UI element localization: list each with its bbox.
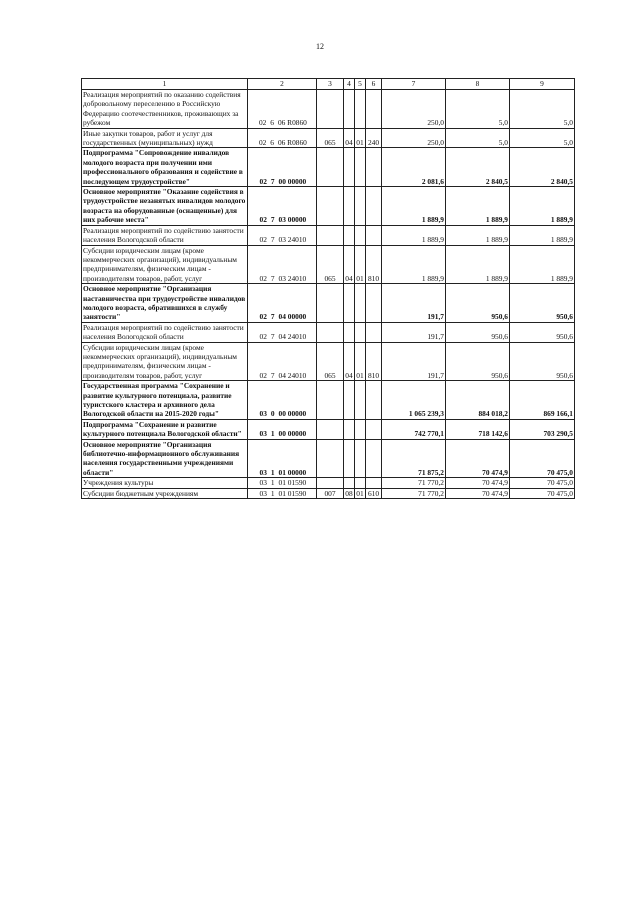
row-name: Основное мероприятие "Организация библиотечно-информационного обслуживания населения государственными учреждениями области"	[82, 439, 248, 478]
section-code	[344, 478, 355, 488]
amount-col-8: 1 889,9	[446, 225, 510, 245]
amount-col-7: 1 889,9	[382, 187, 446, 226]
amount-col-9: 950,6	[510, 322, 575, 342]
section-code: 04	[344, 245, 355, 284]
amount-col-9: 950,6	[510, 284, 575, 323]
row-name: Субсидии юридическим лицам (кроме некоммерческих организаций), индивидуальным предпринимателям, физическим лицам - производителям товаров, работ, услуг	[82, 245, 248, 284]
section-code	[344, 439, 355, 478]
ministry-code: 007	[317, 488, 344, 498]
amount-col-8: 950,6	[446, 322, 510, 342]
code-part: 7	[270, 312, 275, 322]
header-cell: 1	[82, 79, 248, 90]
row-name: Субсидии бюджетным учреждениям	[82, 488, 248, 498]
amount-col-8: 1 889,9	[446, 187, 510, 226]
subsection-code: 01	[355, 342, 366, 381]
target-code	[248, 478, 317, 488]
code-part: 03	[259, 488, 267, 498]
expense-type-code	[366, 419, 382, 439]
amount-col-7: 250,0	[382, 90, 446, 129]
subsection-code	[355, 225, 366, 245]
amount-col-8: 950,6	[446, 342, 510, 381]
amount-col-7: 1 065 239,3	[382, 381, 446, 420]
section-code	[344, 90, 355, 129]
subsection-code	[355, 322, 366, 342]
code-part: 24010	[287, 332, 307, 342]
table-row	[82, 128, 575, 148]
amount-col-8: 70 474,9	[446, 439, 510, 478]
amount-col-9: 703 290,5	[510, 419, 575, 439]
ministry-code: 065	[317, 245, 344, 284]
amount-col-7: 250,0	[382, 128, 446, 148]
expense-type-code	[366, 439, 382, 478]
code-part: 7	[270, 176, 275, 186]
amount-col-7: 71 875,2	[382, 439, 446, 478]
section-code: 04	[344, 342, 355, 381]
code-part: 6	[270, 138, 274, 148]
target-code	[248, 488, 317, 498]
code-part: 1	[270, 488, 275, 498]
table-row	[82, 478, 575, 488]
code-part: 03	[278, 215, 286, 225]
amount-col-7: 2 081,6	[382, 148, 446, 187]
code-part: 02	[259, 273, 267, 283]
expense-type-code: 810	[366, 342, 382, 381]
row-name: Учреждения культуры	[82, 478, 248, 488]
amount-col-7: 1 889,9	[382, 225, 446, 245]
code-part: 02	[259, 332, 267, 342]
subsection-code	[355, 419, 366, 439]
code-part: 0	[270, 409, 275, 419]
code-part: R0860	[287, 118, 307, 128]
expense-type-code	[366, 478, 382, 488]
code-part: R0860	[287, 138, 307, 148]
table-row	[82, 488, 575, 498]
target-code	[248, 342, 317, 381]
header-cell: 3	[317, 79, 344, 90]
table-row	[82, 225, 575, 245]
ministry-code	[317, 90, 344, 129]
table-row	[82, 187, 575, 226]
amount-col-9: 869 166,1	[510, 381, 575, 420]
amount-col-9: 5,0	[510, 90, 575, 129]
row-name: Иные закупки товаров, работ и услуг для государственных (муниципальных) нужд	[82, 128, 248, 148]
code-part: 03	[278, 235, 286, 245]
code-part: 06	[277, 138, 286, 148]
header-cell: 9	[510, 79, 575, 90]
code-part: 1	[270, 429, 275, 439]
code-part: 1	[270, 467, 275, 477]
target-code	[248, 225, 317, 245]
row-name: Подпрограмма "Сохранение и развитие культурного потенциала Вологодской области"	[82, 419, 248, 439]
code-part: 03	[259, 478, 267, 488]
expense-type-code	[366, 90, 382, 129]
expense-type-code: 810	[366, 245, 382, 284]
subsection-code	[355, 90, 366, 129]
code-part: 00000	[287, 176, 307, 186]
header-cell: 6	[366, 79, 382, 90]
expense-type-code	[366, 322, 382, 342]
code-part: 00000	[287, 467, 307, 477]
page-number: 12	[316, 42, 324, 51]
code-part: 24010	[287, 370, 307, 380]
ministry-code	[317, 439, 344, 478]
row-name: Подпрограмма "Сопровождение инвалидов молодого возраста при получении ими профессионального образования и содействие в последующем трудоустройстве"	[82, 148, 248, 187]
code-part: 04	[278, 332, 286, 342]
row-name: Реализация мероприятий по содействию занятости населения Вологодской области	[82, 225, 248, 245]
ministry-code	[317, 148, 344, 187]
ministry-code	[317, 419, 344, 439]
table-row	[82, 90, 575, 129]
amount-col-8: 2 840,5	[446, 148, 510, 187]
amount-col-9: 2 840,5	[510, 148, 575, 187]
row-name: Основное мероприятие "Оказание содействия в трудоустройстве незанятых инвалидов молодого возраста на оборудованные (оснащенные) для них рабочие места"	[82, 187, 248, 226]
amount-col-9: 1 889,9	[510, 245, 575, 284]
amount-col-8: 950,6	[446, 284, 510, 323]
header-cell: 2	[248, 79, 317, 90]
section-code	[344, 419, 355, 439]
code-part: 00000	[287, 215, 307, 225]
ministry-code	[317, 478, 344, 488]
row-name: Реализация мероприятий по содействию занятости населения Вологодской области	[82, 322, 248, 342]
target-code	[248, 245, 317, 284]
target-code	[248, 381, 317, 420]
subsection-code: 01	[355, 245, 366, 284]
section-code	[344, 381, 355, 420]
subsection-code	[355, 148, 366, 187]
code-part: 03	[259, 429, 267, 439]
code-part: 1	[270, 478, 275, 488]
budget-table	[81, 78, 575, 499]
header-cell: 5	[355, 79, 366, 90]
amount-col-7: 1 889,9	[382, 245, 446, 284]
code-part: 00	[278, 176, 286, 186]
code-part: 01590	[287, 488, 307, 498]
amount-col-9: 950,6	[510, 342, 575, 381]
amount-col-8: 1 889,9	[446, 245, 510, 284]
code-part: 00	[278, 409, 286, 419]
target-code	[248, 439, 317, 478]
code-part: 06	[277, 118, 286, 128]
code-part: 02	[258, 138, 267, 148]
target-code	[248, 419, 317, 439]
table-row	[82, 148, 575, 187]
header-cell: 8	[446, 79, 510, 90]
expense-type-code: 610	[366, 488, 382, 498]
code-part: 00000	[287, 429, 307, 439]
amount-col-8: 70 474,9	[446, 478, 510, 488]
table-row	[82, 439, 575, 478]
section-code	[344, 225, 355, 245]
row-name: Государственная программа "Сохранение и развитие культурного потенциала, развитие туристского кластера и архивного дела Вологодской области на 2015-2020 годы"	[82, 381, 248, 420]
section-code	[344, 148, 355, 187]
section-code	[344, 322, 355, 342]
ministry-code	[317, 225, 344, 245]
code-part: 7	[270, 235, 275, 245]
row-name: Реализация мероприятий по оказанию содействия добровольному переселению в Российскую Федерацию соотечественников, проживающих за рубежом	[82, 90, 248, 129]
row-name: Основное мероприятие "Организация наставничества при трудоустройстве инвалидов молодого возраста, обратившихся в службу занятости"	[82, 284, 248, 323]
expense-type-code	[366, 381, 382, 420]
code-part: 24010	[287, 235, 307, 245]
code-part: 03	[259, 467, 267, 477]
expense-type-code	[366, 148, 382, 187]
target-code	[248, 322, 317, 342]
code-part: 7	[270, 332, 275, 342]
table-row	[82, 284, 575, 323]
code-part: 00000	[287, 312, 307, 322]
subsection-code	[355, 439, 366, 478]
table-row	[82, 322, 575, 342]
expense-type-code	[366, 284, 382, 323]
code-part: 02	[258, 118, 267, 128]
header-cell: 7	[382, 79, 446, 90]
code-part: 01	[278, 478, 286, 488]
amount-col-7: 191,7	[382, 322, 446, 342]
code-part: 7	[270, 273, 275, 283]
amount-col-8: 5,0	[446, 128, 510, 148]
target-code	[248, 187, 317, 226]
amount-col-9: 70 475,0	[510, 488, 575, 498]
amount-col-7: 191,7	[382, 284, 446, 323]
subsection-code	[355, 478, 366, 488]
amount-col-7: 191,7	[382, 342, 446, 381]
row-name: Субсидии юридическим лицам (кроме некоммерческих организаций), индивидуальным предпринимателям, физическим лицам - производителям товаров, работ, услуг	[82, 342, 248, 381]
amount-col-8: 884 018,2	[446, 381, 510, 420]
amount-col-9: 70 475,0	[510, 478, 575, 488]
code-part: 03	[278, 273, 286, 283]
code-part: 24010	[287, 273, 307, 283]
amount-col-7: 71 770,2	[382, 488, 446, 498]
amount-col-9: 1 889,9	[510, 225, 575, 245]
table-row	[82, 381, 575, 420]
code-part: 02	[259, 370, 267, 380]
subsection-code	[355, 284, 366, 323]
amount-col-8: 718 142,6	[446, 419, 510, 439]
code-part: 02	[259, 312, 267, 322]
code-part: 04	[278, 370, 286, 380]
code-part: 7	[270, 370, 275, 380]
header-row	[82, 79, 575, 90]
code-part: 04	[278, 312, 286, 322]
amount-col-9: 70 475,0	[510, 439, 575, 478]
code-part: 01	[278, 488, 286, 498]
section-code	[344, 187, 355, 226]
code-part: 6	[270, 118, 274, 128]
code-part: 7	[270, 215, 275, 225]
subsection-code	[355, 381, 366, 420]
code-part: 02	[259, 235, 267, 245]
code-part: 01	[278, 467, 286, 477]
expense-type-code	[366, 187, 382, 226]
target-code	[248, 128, 317, 148]
ministry-code: 065	[317, 128, 344, 148]
ministry-code	[317, 187, 344, 226]
amount-col-8: 70 474,9	[446, 488, 510, 498]
table-row	[82, 342, 575, 381]
code-part: 00	[278, 429, 286, 439]
code-part: 02	[259, 176, 267, 186]
target-code	[248, 148, 317, 187]
target-code	[248, 90, 317, 129]
expense-type-code	[366, 225, 382, 245]
ministry-code	[317, 322, 344, 342]
code-part: 00000	[287, 409, 307, 419]
target-code	[248, 284, 317, 323]
amount-col-9: 5,0	[510, 128, 575, 148]
expense-type-code: 240	[366, 128, 382, 148]
subsection-code: 01	[356, 488, 364, 498]
code-part: 03	[259, 409, 267, 419]
code-part: 02	[259, 215, 267, 225]
header-cell: 4	[344, 79, 355, 90]
section-code: 04	[344, 128, 355, 148]
table-row	[82, 419, 575, 439]
amount-col-7: 742 770,1	[382, 419, 446, 439]
section-code	[344, 284, 355, 323]
section-code: 08	[345, 488, 353, 498]
ministry-code: 065	[317, 342, 344, 381]
code-part: 01590	[287, 478, 307, 488]
subsection-code: 01	[355, 128, 366, 148]
amount-col-8: 5,0	[446, 90, 510, 129]
amount-col-9: 1 889,9	[510, 187, 575, 226]
amount-col-7: 71 770,2	[382, 478, 446, 488]
ministry-code	[317, 381, 344, 420]
table-row	[82, 245, 575, 284]
ministry-code	[317, 284, 344, 323]
subsection-code	[355, 187, 366, 226]
